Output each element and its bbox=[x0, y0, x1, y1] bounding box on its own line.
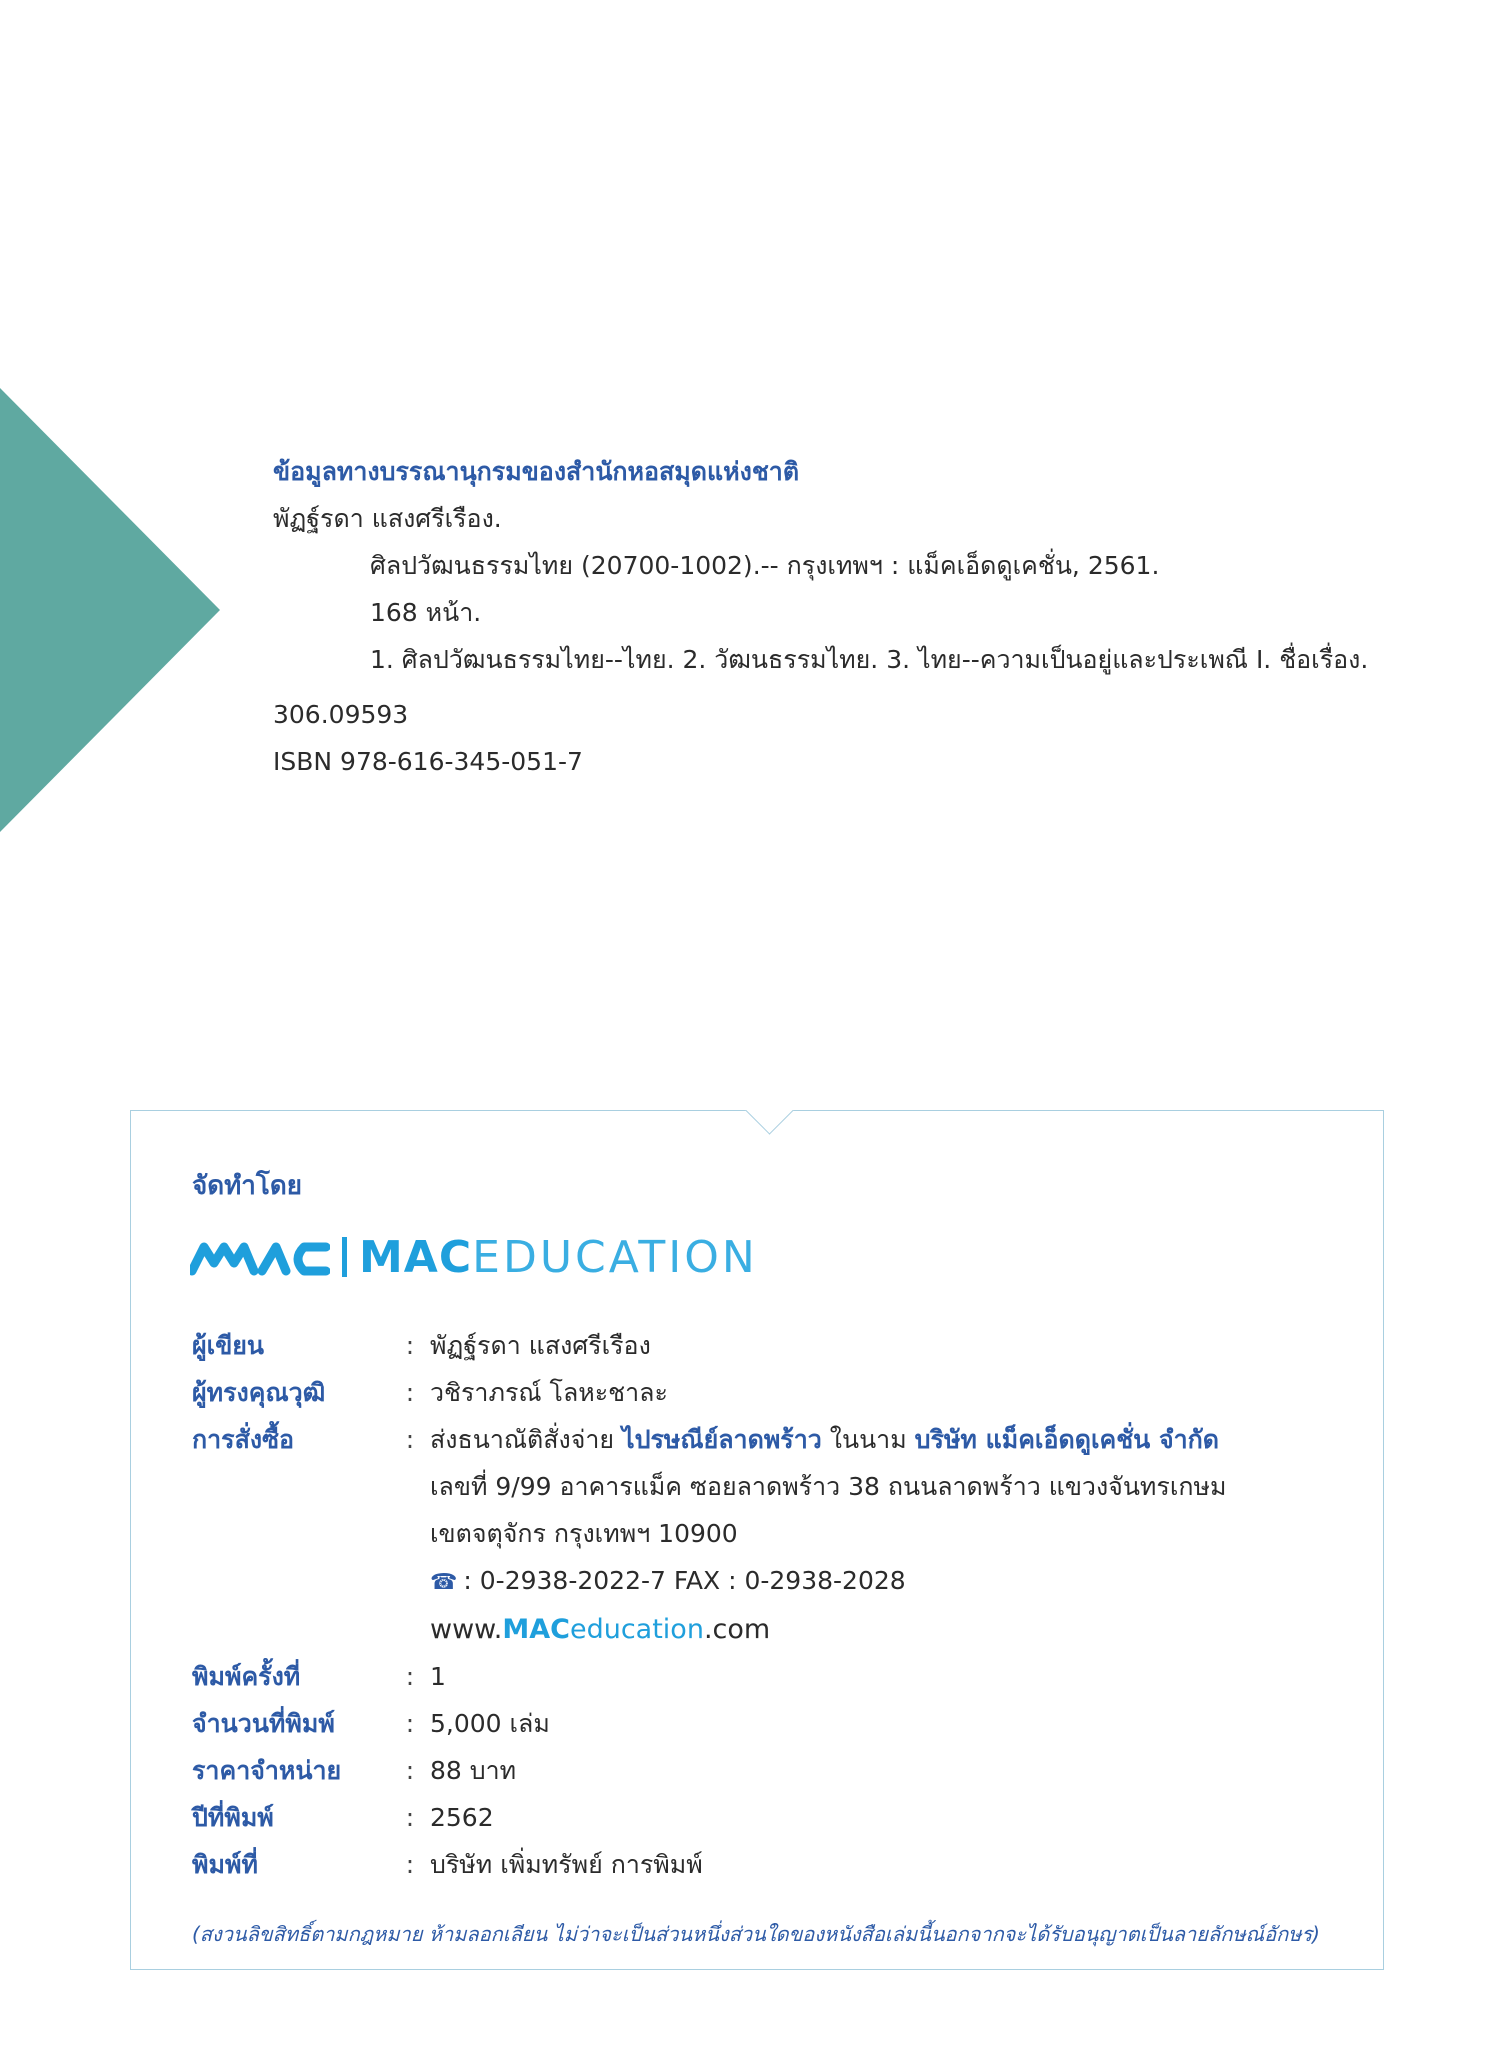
order-prefix: ส่งธนาณัติสั่งจ่าย bbox=[430, 1425, 615, 1454]
copyright-disclaimer: (สงวนลิขสิทธิ์ตามกฎหมาย ห้ามลอกเลียน ไม่ว่าจะเป็นส่วนหนึ่งส่วนใดของหนังสือเล่มนี้นอกจากจะได้รับอนุญาตเป็นลายลักษณ์อักษร) bbox=[192, 1922, 1320, 1946]
detail-colon: : bbox=[405, 1425, 415, 1454]
detail-row-expert bbox=[192, 1369, 1342, 1416]
detail-label: ผู้เขียน bbox=[192, 1331, 265, 1360]
detail-label: พิมพ์ครั้งที่ bbox=[192, 1662, 301, 1691]
order-phone bbox=[192, 1557, 1342, 1606]
cataloging-in-publication bbox=[273, 448, 1423, 785]
detail-row-order bbox=[192, 1416, 1342, 1463]
web-edu: education bbox=[569, 1614, 704, 1645]
detail-value: 1 bbox=[430, 1662, 446, 1691]
detail-row-year bbox=[192, 1794, 1342, 1841]
cip-isbn: ISBN 978-616-345-051-7 bbox=[273, 747, 583, 776]
made-by-label: จัดทำโดย bbox=[192, 1171, 302, 1201]
order-address-line-2: เขตจตุจักร กรุงเทพฯ 10900 bbox=[430, 1519, 738, 1548]
logo-wordmark-education: EDUCATION bbox=[472, 1231, 758, 1283]
order-company: บริษัท แม็คเอ็ดดูเคชั่น จำกัด bbox=[914, 1425, 1220, 1454]
detail-colon: : bbox=[405, 1378, 415, 1407]
detail-label: ปีที่พิมพ์ bbox=[192, 1803, 274, 1832]
cip-subjects: 1. ศิลปวัฒนธรรมไทย--ไทย. 2. วัฒนธรรมไทย. 3. ไทย--ความเป็นอยู่และประเพณี I. ชื่อเรื่อง. bbox=[370, 645, 1369, 674]
web-suffix: .com bbox=[703, 1614, 771, 1645]
phone-icon: ☎ bbox=[430, 1570, 458, 1595]
web-prefix: www. bbox=[430, 1614, 503, 1645]
detail-value bbox=[430, 1416, 1342, 1463]
mac-logo-mark-icon bbox=[190, 1237, 330, 1277]
cip-pages: 168 หน้า. bbox=[370, 598, 482, 627]
publication-details bbox=[192, 1322, 1342, 1888]
detail-row-price bbox=[192, 1747, 1342, 1794]
logo-divider bbox=[342, 1237, 347, 1277]
logo-wordmark-mac: MAC bbox=[359, 1231, 473, 1283]
detail-row-author bbox=[192, 1322, 1342, 1369]
cip-class-number: 306.09593 bbox=[273, 700, 409, 729]
detail-row-copies bbox=[192, 1700, 1342, 1747]
detail-colon: : bbox=[405, 1662, 415, 1691]
detail-row-printer bbox=[192, 1841, 1342, 1888]
detail-label: จำนวนที่พิมพ์ bbox=[192, 1709, 335, 1738]
order-in-name: ในนาม bbox=[829, 1425, 907, 1454]
website-link[interactable] bbox=[192, 1606, 1342, 1653]
detail-value: 2562 bbox=[430, 1803, 494, 1832]
cip-author: พัฏฐ์รดา แสงศรีเรือง. bbox=[273, 504, 502, 533]
detail-value: วชิราภรณ์ โลหะชาละ bbox=[430, 1378, 668, 1407]
detail-value: พัฏฐ์รดา แสงศรีเรือง bbox=[430, 1331, 651, 1360]
detail-colon: : bbox=[405, 1709, 415, 1738]
detail-colon: : bbox=[405, 1803, 415, 1832]
detail-label: ผู้ทรงคุณวุฒิ bbox=[192, 1378, 326, 1407]
detail-value: 5,000 เล่ม bbox=[430, 1709, 550, 1738]
detail-colon: : bbox=[405, 1850, 415, 1879]
order-post-office: ไปรษณีย์ลาดพร้าว bbox=[622, 1425, 822, 1454]
detail-label: พิมพ์ที่ bbox=[192, 1850, 258, 1879]
mac-education-logo bbox=[190, 1232, 758, 1282]
detail-value: 88 บาท bbox=[430, 1756, 517, 1785]
order-phone-text: : 0-2938-2022-7 FAX : 0-2938-2028 bbox=[463, 1566, 906, 1595]
web-mac: MAC bbox=[502, 1614, 570, 1645]
cip-title: ศิลปวัฒนธรรมไทย (20700-1002).-- กรุงเทพฯ : แม็คเอ็ดดูเคชั่น, 2561. bbox=[370, 551, 1160, 580]
cip-heading: ข้อมูลทางบรรณานุกรมของสำนักหอสมุดแห่งชาติ bbox=[273, 457, 800, 486]
box-notch bbox=[743, 1110, 797, 1138]
detail-row-edition bbox=[192, 1653, 1342, 1700]
decorative-triangle bbox=[0, 388, 220, 832]
detail-label: ราคาจำหน่าย bbox=[192, 1756, 342, 1785]
detail-colon: : bbox=[405, 1756, 415, 1785]
detail-label: การสั่งซื้อ bbox=[192, 1425, 295, 1454]
order-address-line-1: เลขที่ 9/99 อาคารแม็ค ซอยลาดพร้าว 38 ถนนลาดพร้าว แขวงจันทรเกษม bbox=[430, 1472, 1227, 1501]
logo-wordmark bbox=[359, 1232, 758, 1283]
detail-value: บริษัท เพิ่มทรัพย์ การพิมพ์ bbox=[430, 1850, 703, 1879]
detail-colon: : bbox=[405, 1331, 415, 1360]
